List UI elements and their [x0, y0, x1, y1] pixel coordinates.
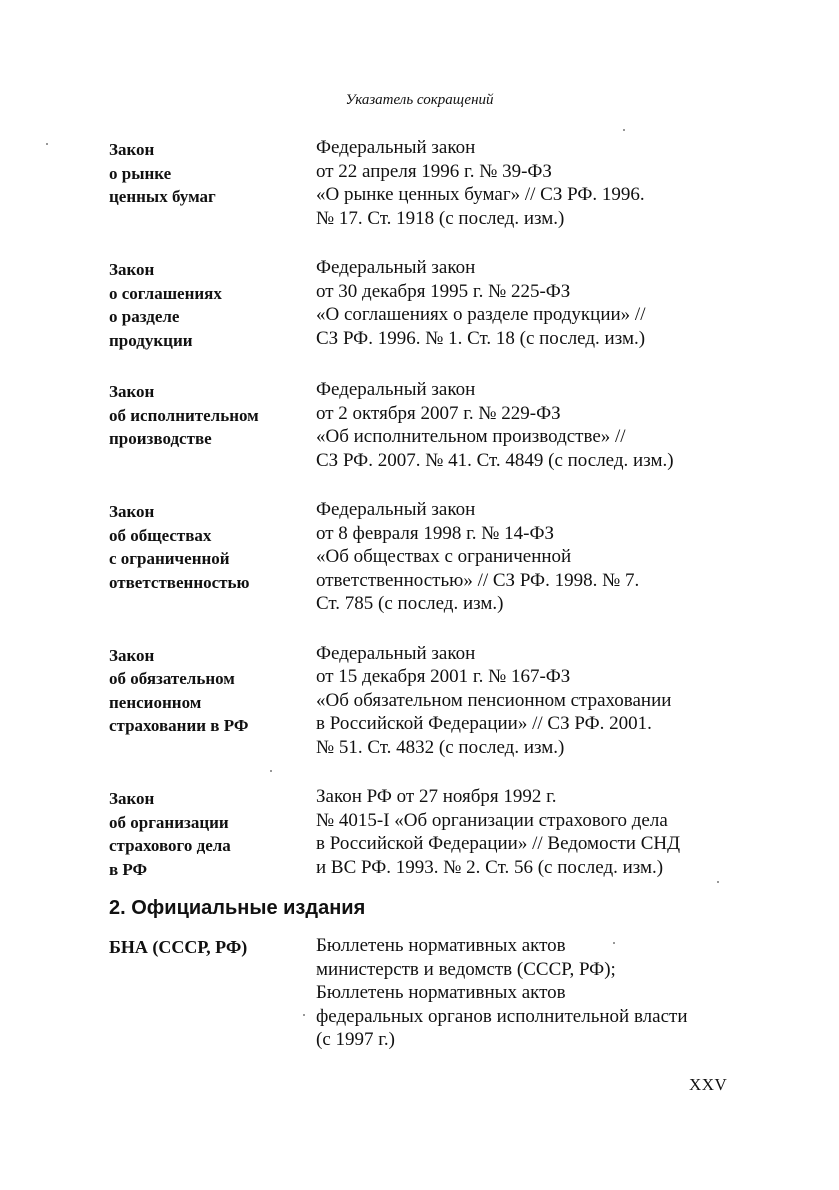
definition-line: в Российской Федерации» // Ведомости СНД [316, 833, 681, 854]
term-line: Закон [109, 140, 155, 159]
definition-line: Бюллетень нормативных актов [316, 935, 566, 956]
entry-definition [316, 378, 749, 472]
entry-term [109, 498, 316, 616]
scan-speck [46, 143, 48, 145]
page-number: XXV [689, 1075, 728, 1094]
entry-definition [316, 934, 749, 1052]
definition-line: Федеральный закон [316, 642, 476, 664]
definition-line: Бюллетень нормативных актов [316, 982, 566, 1003]
scan-speck [623, 129, 625, 131]
abbreviation-entry [109, 785, 749, 881]
term-line: страховании в РФ [109, 716, 249, 735]
term-line: об исполнительном [109, 405, 259, 425]
abbreviation-entry [109, 498, 749, 616]
entry-definition [316, 498, 749, 616]
term-line: о разделе [109, 307, 180, 326]
entry-term [109, 934, 316, 1052]
definition-line: «О соглашениях о разделе продукции» // [316, 304, 646, 325]
section-heading: 2. Официальные издания [109, 897, 366, 919]
definition-line: № 51. Ст. 4832 (с послед. изм.) [316, 736, 565, 758]
definition-line: «Об исполнительном производстве» // [316, 426, 626, 447]
term-line: об организации [109, 812, 229, 832]
entry-term [109, 136, 316, 230]
definition-line: от 8 февраля 1998 г. № 14-ФЗ [316, 522, 554, 544]
definition-line: № 4015-I «Об организации страхового дела [316, 809, 668, 831]
term-line: Закон [109, 645, 155, 665]
definition-line: «Об обществах с ограниченной [316, 546, 572, 567]
term-line: о рынке [109, 163, 172, 183]
entry-term [109, 642, 316, 760]
entry-term [109, 256, 316, 352]
definition-line: СЗ РФ. 1996. № 1. Ст. 18 (с послед. изм.) [316, 327, 646, 349]
definition-line: от 15 декабря 2001 г. № 167-ФЗ [316, 666, 571, 687]
term-line: продукции [109, 330, 193, 350]
abbreviation-entry [109, 136, 749, 230]
term-line: с ограниченной [109, 549, 230, 568]
definition-line: от 30 декабря 1995 г. № 225-ФЗ [316, 280, 571, 302]
definition-line: Федеральный закон [316, 379, 476, 400]
definition-line: СЗ РФ. 2007. № 41. Ст. 4849 (с послед. изм.) [316, 449, 674, 471]
running-header: Указатель сокращений [345, 92, 494, 108]
abbreviation-entry [109, 642, 749, 760]
term-line: об обязательном [109, 669, 235, 688]
term-line: производстве [109, 429, 212, 448]
term-line: пенсионном [109, 692, 202, 712]
term-line: в РФ [109, 859, 148, 879]
term-line: Закон [109, 502, 155, 521]
definition-line: министерств и ведомств (СССР, РФ); [316, 958, 616, 980]
definition-line: Федеральный закон [316, 137, 476, 158]
abbreviation-entry [109, 378, 749, 472]
scan-speck [613, 942, 615, 944]
term-line: Закон [109, 382, 155, 401]
definition-line: и ВС РФ. 1993. № 2. Ст. 56 (с послед. изм.) [316, 856, 664, 878]
term-line: БНА (СССР, РФ) [109, 937, 248, 957]
entry-definition [316, 642, 749, 760]
definition-line: № 17. Ст. 1918 (с послед. изм.) [316, 207, 565, 229]
term-line: страхового дела [109, 836, 231, 855]
abbreviation-entry [109, 934, 749, 1052]
entry-definition [316, 785, 749, 881]
entry-definition [316, 256, 749, 352]
definition-line: Ст. 785 (с послед. изм.) [316, 593, 504, 614]
definition-line: (с 1997 г.) [316, 1029, 395, 1050]
term-line: об обществах [109, 525, 212, 545]
definition-line: «О рынке ценных бумаг» // СЗ РФ. 1996. [316, 184, 645, 205]
entry-definition [316, 136, 749, 230]
term-line: ответственностью [109, 572, 250, 592]
definition-line: в Российской Федерации» // СЗ РФ. 2001. [316, 713, 652, 734]
term-line: Закон [109, 789, 155, 808]
term-line: о соглашениях [109, 283, 222, 303]
entry-term [109, 785, 316, 881]
abbreviation-entry [109, 256, 749, 352]
definition-line: от 22 апреля 1996 г. № 39-ФЗ [316, 160, 552, 182]
term-line: Закон [109, 260, 155, 279]
definition-line: Федеральный закон [316, 257, 476, 278]
definition-line: ответственностью» // СЗ РФ. 1998. № 7. [316, 569, 640, 591]
scan-speck [270, 770, 272, 772]
definition-line: Федеральный закон [316, 499, 476, 520]
scan-speck [717, 881, 719, 883]
definition-line: «Об обязательном пенсионном страховании [316, 689, 672, 711]
entry-term [109, 378, 316, 472]
definition-line: от 2 октября 2007 г. № 229-ФЗ [316, 402, 561, 424]
abbreviation-list [109, 136, 749, 907]
definition-line: федеральных органов исполнительной власти [316, 1005, 688, 1027]
term-line: ценных бумаг [109, 187, 216, 206]
scan-speck [303, 1014, 305, 1016]
definition-line: Закон РФ от 27 ноября 1992 г. [316, 786, 557, 807]
